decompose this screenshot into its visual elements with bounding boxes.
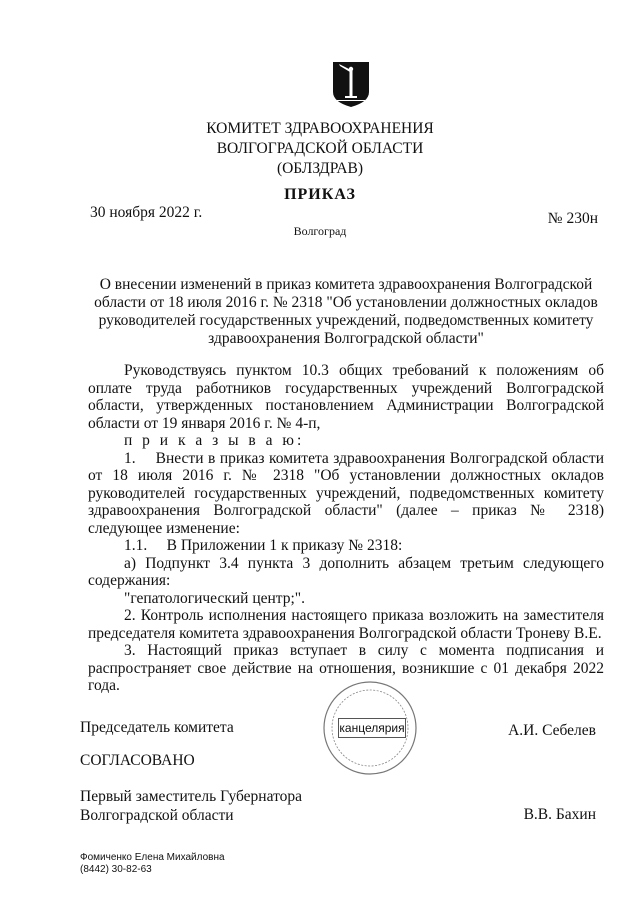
- deputy-title: [80, 787, 302, 825]
- organization-name: [0, 119, 640, 179]
- chair-name: А.И. Себелев: [508, 722, 596, 739]
- stamp-label: канцелярия: [338, 718, 406, 738]
- body-paragraph: а) Подпункт 3.4 пункта 3 дополнить абзацем третьим следующего содержания:: [88, 554, 604, 589]
- body-paragraph: 1.1. В Приложении 1 к приказу № 2318:: [124, 537, 403, 554]
- document-subject: О внесении изменений в приказ комитета здравоохранения Волгоградской области от 18 июля 2016 г. № 2318 "Об установлении должностных окладов руководителей государственных учреждений, подведомственных комитету здравоохранения Волгоградской области": [94, 276, 598, 347]
- deputy-title-line-2: Волгоградской области: [80, 807, 234, 824]
- org-line-3: (ОБЛЗДРАВ): [276, 160, 364, 177]
- body-paragraph: Руководствуясь пунктом 10.3 общих требований к положениям об оплате труда работников государственных учреждений Волгоградской области, утвержденных постановлением Администрации Волгоградской области от 19 января 2016 г. № 4-п,: [88, 362, 604, 432]
- deputy-title-line-1: Первый заместитель Губернатора: [80, 788, 303, 805]
- document-type: ПРИКАЗ: [284, 186, 356, 203]
- body-paragraph: 1. Внести в приказ комитета здравоохранения Волгоградской области от 18 июля 2016 г. № 2318 "Об установлении должностных окладов руководителей государственных учреждений, подведомственных комитету здравоохранения Волгоградской области" (далее – приказ № 2318) следующее изменение:: [88, 449, 604, 537]
- document-body: [88, 362, 604, 695]
- document-date: 30 ноября 2022 г.: [90, 204, 203, 221]
- executor-phone: (8442) 30-82-63: [80, 864, 152, 875]
- body-paragraph: 2. Контроль исполнения настоящего приказа возложить на заместителя председателя комитета здравоохранения Волгоградской области Троневу В.Е.: [88, 607, 604, 642]
- agreed-label: СОГЛАСОВАНО: [80, 752, 195, 769]
- deputy-name: В.В. Бахин: [523, 806, 596, 823]
- org-line-2: ВОЛГОГРАДСКОЙ ОБЛАСТИ: [216, 140, 424, 157]
- order-word: п р и к а з ы в а ю:: [124, 432, 305, 449]
- org-line-1: КОМИТЕТ ЗДРАВООХРАНЕНИЯ: [206, 120, 434, 137]
- executor-info: [80, 852, 225, 876]
- document-city: Волгоград: [293, 224, 347, 238]
- document-number: № 230н: [547, 210, 598, 227]
- body-paragraph: 3. Настоящий приказ вступает в силу с момента подписания и распространяет свое действие на отношения, возникшие с 01 декабря 2022 года.: [88, 642, 604, 694]
- executor-name: Фомиченко Елена Михайловна: [80, 852, 225, 863]
- body-paragraph: "гепатологический центр;".: [124, 589, 306, 607]
- chair-title: Председатель комитета: [80, 719, 234, 736]
- emblem-icon: [331, 60, 371, 108]
